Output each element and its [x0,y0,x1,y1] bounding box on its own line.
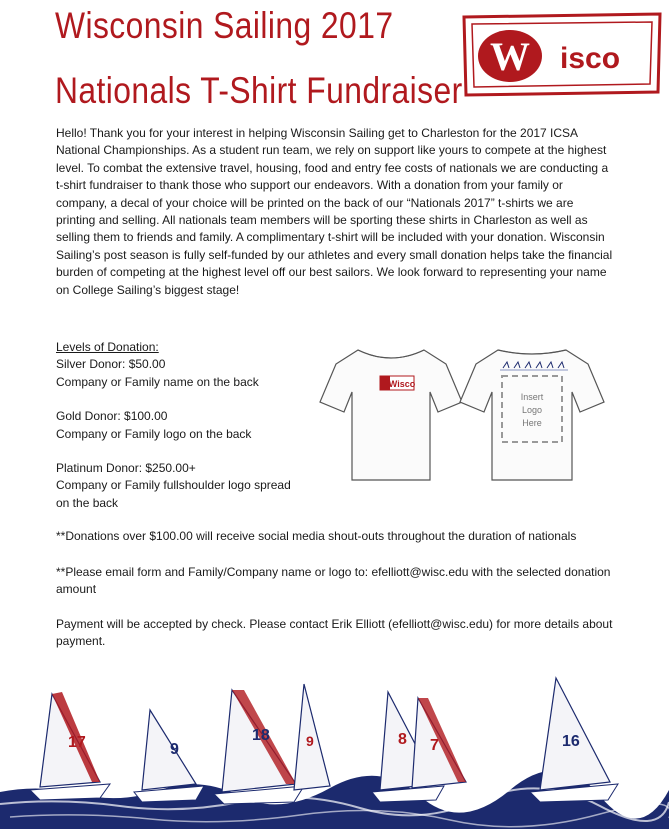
intro-paragraph: Hello! Thank you for your interest in helping Wisconsin Sailing get to Charleston for the 2017 ICSA National Championships. As a student run team, we rely on support like yours to compete at the highest level. To combat the extensive travel, housing, food and entry fee costs of nationals we are conducting a t-shirt fundraiser to thank those who support our endeavors. With a donation from your family or company, a decal of your choice will be printed on the back of our “Nationals 2017” t-shirts we are printing and selling. All nationals team members will be sporting these shirts in Charleston as well as selling them to friends and family. A complimentary t-shirt will be included with your donation. Wisconsin Sailing’s post season is fully self-funded by our athletes and every small donation helps take the financial burden of competing at the highest level off our best sailors. We look forward to representing your name on College Sailing’s biggest stage! [56,126,613,297]
front-logo-text: Wisco [388,379,416,389]
sail-number: 17 [68,734,86,751]
svg-text:isco: isco [559,42,621,75]
sail-number: 8 [398,731,407,748]
silver-donor-name: Silver Donor: $50.00 [56,357,166,372]
levels-heading: Levels of Donation: [56,340,159,354]
tshirt-back [460,350,604,480]
payment-note: Payment will be accepted by check. Please contact Erik Elliott (efelliott@wisc.edu) for more details about payment. [56,617,613,649]
sailboat [30,692,110,800]
silver-donor-desc: Company or Family name on the back [56,374,259,389]
email-note: **Please email form and Family/Company name or logo to: efelliott@wisc.edu with the selected donation amount [56,565,611,597]
sail-number: 16 [562,733,580,750]
wisco-logo [462,12,662,97]
sailboats-illustration [0,672,669,829]
gold-donor-desc: Company or Family logo on the back [56,426,252,441]
sail-number: 18 [252,727,270,744]
sail-number: 7 [430,737,439,754]
platinum-donor-name: Platinum Donor: $250.00+ [56,461,196,476]
page-title-line2: Nationals T-Shirt Fundraiser [55,70,463,111]
social-media-note: **Donations over $100.00 will receive social media shout-outs throughout the duration of nationals [56,529,577,543]
sailboat [412,698,466,788]
donation-levels [56,339,316,512]
page-title-line1: Wisconsin Sailing 2017 [55,5,394,46]
placeholder-line2: Logo [521,405,543,415]
tshirt-illustration [318,340,608,490]
sailboat [294,684,330,790]
tshirt-front [320,350,462,480]
gold-donor-name: Gold Donor: $100.00 [56,409,168,424]
platinum-donor-desc: Company or Family fullshoulder logo spread on the back [56,478,291,510]
sailboat [214,690,304,804]
sail-number: 9 [170,741,179,758]
svg-text:W: W [490,34,530,79]
sailboat [530,678,618,802]
sail-number: 9 [306,733,314,749]
placeholder-line3: Here [522,418,542,428]
placeholder-line1: Insert [520,392,544,402]
